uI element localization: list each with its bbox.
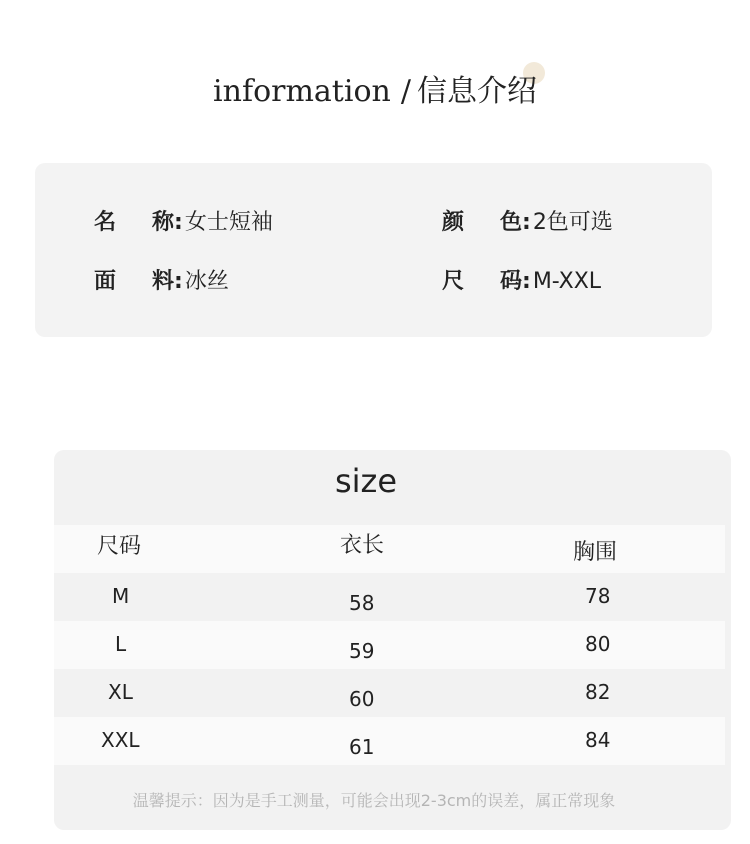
chest-cell: 78: [585, 584, 611, 608]
header-size: 尺码: [97, 534, 142, 559]
size-cell: M: [112, 584, 130, 608]
color-label: 颜 色:: [442, 210, 531, 235]
size-chart-card: [54, 450, 731, 830]
chest-cell: 82: [585, 680, 611, 704]
table-row: [54, 621, 725, 669]
chest-cell: 84: [585, 728, 611, 752]
heading-separator: /: [400, 74, 411, 109]
info-size-row: [442, 264, 601, 295]
size-label: 尺 码:: [442, 269, 531, 294]
table-row: [54, 669, 725, 717]
table-row: [54, 717, 725, 765]
length-cell: 58: [349, 591, 375, 615]
info-fabric-row: [94, 264, 229, 295]
chest-cell: 80: [585, 632, 611, 656]
length-cell: 59: [349, 639, 375, 663]
table-row: [54, 572, 725, 620]
header-length: 衣长: [340, 533, 385, 558]
name-value: 女士短袖: [184, 210, 273, 235]
measurement-note: 温馨提示：因为是手工测量，可能会出现2-3cm的误差，属正常现象: [132, 791, 616, 810]
size-title: size: [334, 462, 398, 500]
table-header-row: [54, 525, 725, 573]
color-value: 2色可选: [532, 210, 613, 235]
info-name-row: [94, 205, 273, 236]
size-cell: XXL: [101, 728, 140, 752]
header-chest: 胸围: [573, 540, 618, 565]
heading-english: information: [213, 74, 391, 109]
info-color-row: [442, 205, 613, 236]
length-cell: 60: [349, 687, 375, 711]
size-cell: XL: [108, 680, 133, 704]
product-info-card: [35, 163, 712, 337]
fabric-value: 冰丝: [184, 269, 229, 294]
fabric-label: 面 料:: [94, 269, 183, 294]
length-cell: 61: [349, 735, 375, 759]
size-value: M-XXL: [532, 269, 602, 294]
heading-chinese: 信息介绍: [416, 74, 537, 109]
page-heading: [0, 66, 750, 110]
name-label: 名 称:: [94, 210, 183, 235]
size-cell: L: [115, 632, 127, 656]
